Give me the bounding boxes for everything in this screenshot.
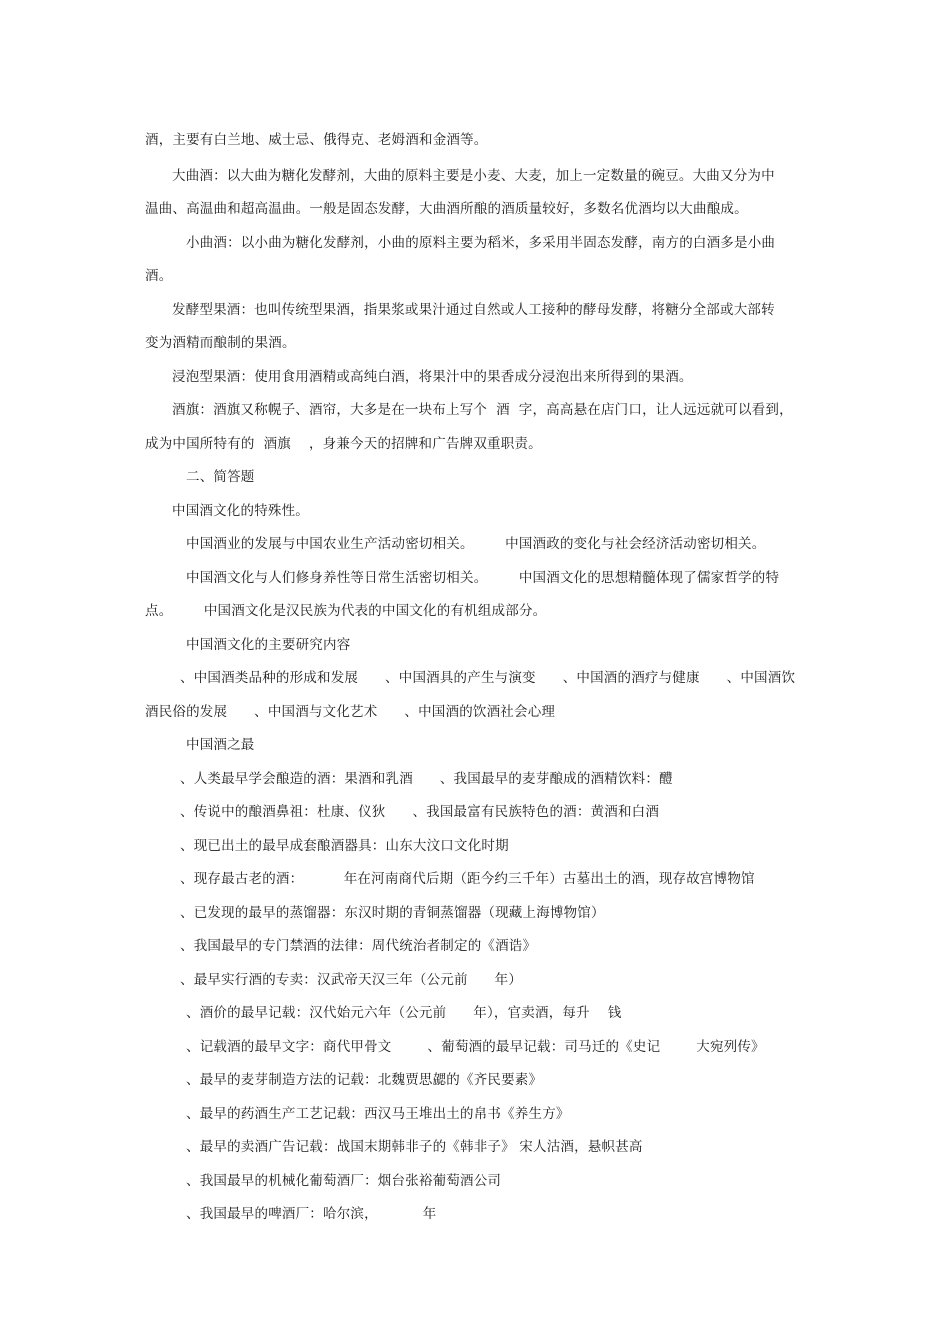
list-item-8: 、酒价的最早记载：汉代始元六年（公元前 年），官卖酒，每升 钱	[186, 1005, 622, 1021]
text-line-6: 发酵型果酒：也叫传统型果酒，指果浆或果汁通过自然或人工接种的酵母发酵，将糖分全部或大部转	[172, 302, 775, 318]
text-line-14: 中国酒文化与人们修身养性等日常生活密切相关。 中国酒文化的思想精髓体现了儒家哲学的特	[186, 570, 780, 586]
text-line-15: 点。 中国酒文化是汉民族为代表的中国文化的有机组成部分。	[145, 603, 547, 619]
list-item-14: 、我国最早的啤酒厂：哈尔滨， 年	[186, 1206, 437, 1222]
list-item-12: 、最早的卖酒广告记载：战国末期韩非子的《韩非子》 宋人沽酒，悬帜甚高	[186, 1139, 643, 1155]
text-line-9: 酒旗：酒旗又称幌子、酒帘，大多是在一块布上写个 酒 字，高高悬在店门口，让人远远就可以看到，	[172, 402, 793, 418]
text-line-7: 变为酒精而酿制的果酒。	[145, 335, 296, 351]
list-item-11: 、最早的药酒生产工艺记载：西汉马王堆出土的帛书《养生方》	[186, 1106, 570, 1122]
text-line-10: 成为中国所特有的 酒旗 ，身兼今天的招牌和广告牌双重职责。	[145, 436, 542, 452]
list-item-10: 、最早的麦芽制造方法的记载：北魏贾思勰的《齐民要素》	[186, 1072, 543, 1088]
text-line-1: 酒，主要有白兰地、威士忌、俄得克、老姆酒和金酒等。	[145, 132, 488, 148]
text-line-13: 中国酒业的发展与中国农业生产活动密切相关。 中国酒政的变化与社会经济活动密切相关。	[186, 536, 766, 552]
question-title-2: 中国酒文化的主要研究内容	[186, 637, 351, 653]
list-item-3: 、现已出土的最早成套酿酒器具：山东大汶口文化时期	[180, 838, 509, 854]
question-title-1: 中国酒文化的特殊性。	[172, 503, 309, 519]
section-heading: 二、简答题	[186, 469, 255, 485]
text-line-17: 、中国酒类品种的形成和发展 、中国酒具的产生与演变 、中国酒的酒疗与健康 、中国酒饮	[180, 670, 796, 686]
list-item-5: 、已发现的最早的蒸馏器：东汉时期的青铜蒸馏器（现藏上海博物馆）	[180, 905, 605, 921]
text-line-4: 小曲酒：以小曲为糖化发酵剂，小曲的原料主要为稻米，多采用半固态发酵，南方的白酒多是小曲	[186, 235, 776, 251]
list-item-13: 、我国最早的机械化葡萄酒厂：烟台张裕葡萄酒公司	[186, 1173, 502, 1189]
text-line-5: 酒。	[145, 268, 173, 284]
list-item-9: 、记载酒的最早文字：商代甲骨文 、葡萄酒的最早记载：司马迁的《史记 大宛列传》	[186, 1039, 765, 1055]
list-item-7: 、最早实行酒的专卖：汉武帝天汉三年（公元前 年）	[180, 972, 523, 988]
list-item-2: 、传说中的酿酒鼻祖：杜康、仪狄 、我国最富有民族特色的酒：黄酒和白酒	[180, 804, 660, 820]
text-line-18: 酒民俗的发展 、中国酒与文化艺术 、中国酒的饮酒社会心理	[145, 704, 556, 720]
text-line-8: 浸泡型果酒：使用食用酒精或高纯白酒，将果汁中的果香成分浸泡出来所得到的果酒。	[172, 369, 693, 385]
text-line-3: 温曲、高温曲和超高温曲。一般是固态发酵，大曲酒所酿的酒质量较好，多数名优酒均以大曲酿成。	[145, 201, 748, 217]
question-title-3: 中国酒之最	[186, 737, 255, 753]
text-line-2: 大曲酒：以大曲为糖化发酵剂，大曲的原料主要是小麦、大麦，加上一定数量的碗豆。大曲又分为中	[172, 168, 775, 184]
list-item-4: 、现存最古老的酒： 年在河南商代后期（距今约三千年）古墓出土的酒，现存故宫博物馆	[180, 871, 755, 887]
list-item-6: 、我国最早的专门禁酒的法律：周代统治者制定的《酒诰》	[180, 938, 537, 954]
list-item-1: 、人类最早学会酿造的酒：果酒和乳酒 、我国最早的麦芽酿成的酒精饮料：醴	[180, 771, 673, 787]
